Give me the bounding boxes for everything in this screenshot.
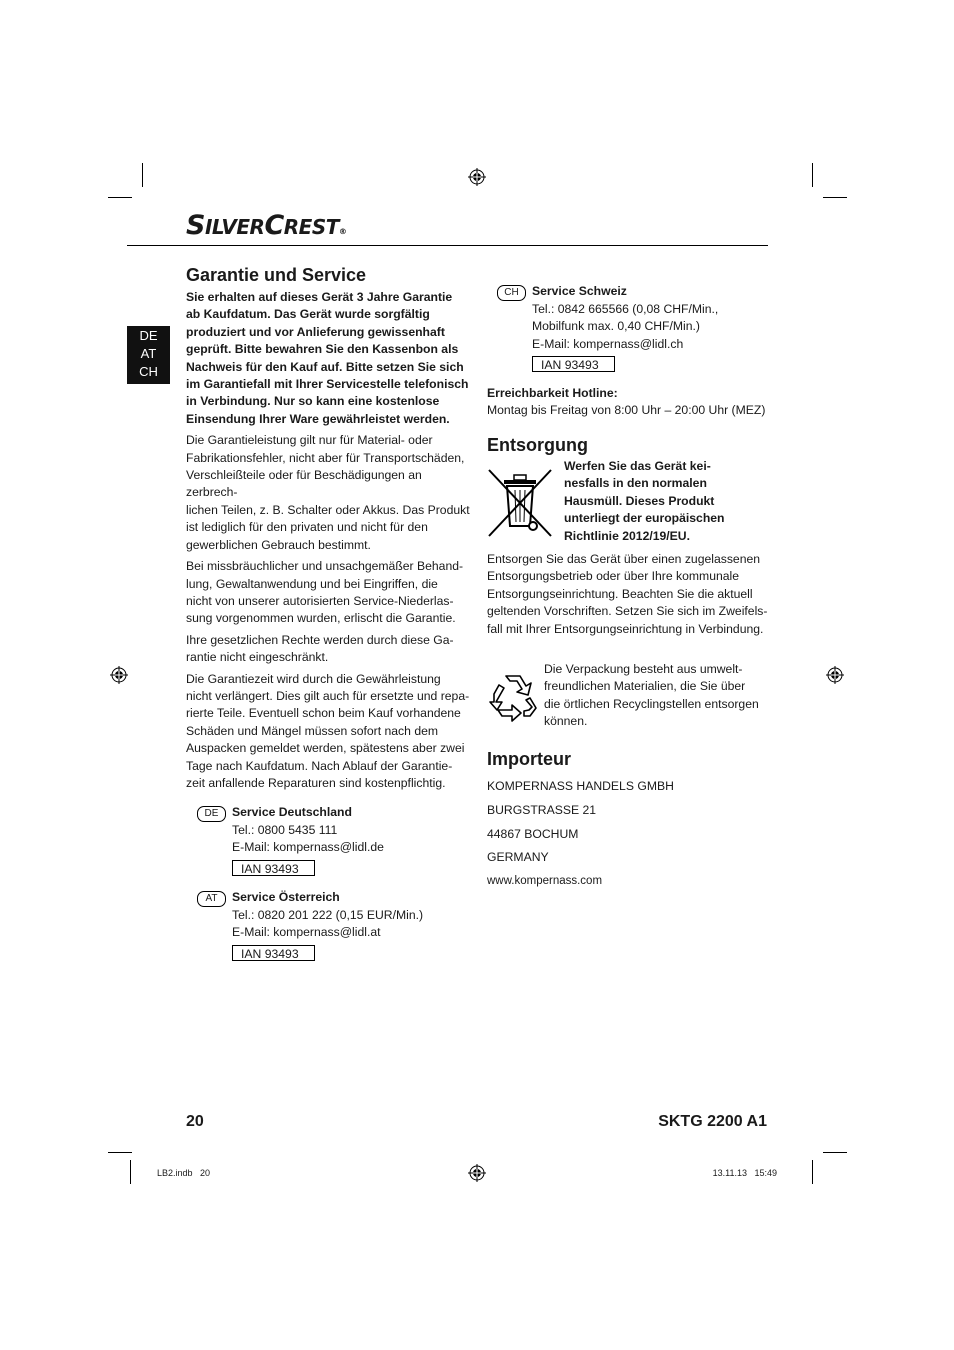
guarantee-paragraph: Bei missbräuchlicher und unsachgemäßer Behand- lung, Gewaltanwendung und bei Eingriffen, die nicht von unserer autorisierten Service-Niederlas- sung vorgenommen wurden, erlischt die Garantie. <box>186 559 464 626</box>
disposal-warning: Werfen Sie das Gerät kei- nesfalls in den normalen Hausmüll. Dieses Produkt unterliegt der europäischen Richtlinie 2012/19/EU. <box>564 459 725 543</box>
guarantee-paragraph: Die Garantieleistung gilt nur für Material- oder Fabrikationsfehler, nicht aber für Transportschäden, Verschleißteile oder für Beschädigungen an zerbrech- lichen Teilen, z. B. Schalter oder Akkus. Das Produkt ist lediglich für den privaten und nicht für den gewerblichen Gebrauch bestimmt. <box>186 433 470 552</box>
brand-logo: SILVERCREST® <box>186 210 347 241</box>
section-title-importer: Importeur <box>487 749 572 769</box>
importer-address: KOMPERNASS HANDELS GMBH BURGSTRASSE 21 44867 BOCHUM GERMANY www.kompernass.com <box>487 775 674 894</box>
service-ch: Service Schweiz Tel.: 0842 665566 (0,08 CHF/Min., Mobilfunk max. 0,40 CHF/Min.) E-Mail: kompernass@lidl.ch <box>532 284 719 351</box>
importer-website: www.kompernass.com <box>487 875 603 888</box>
header-rule <box>127 245 768 246</box>
flag-ch-badge: CH <box>497 285 526 301</box>
ian-box: IAN 93493 <box>232 860 315 876</box>
hotline-info: Erreichbarkeit Hotline: Montag bis Freitag von 8:00 Uhr – 20:00 Uhr (MEZ) <box>487 386 766 418</box>
service-at: Service Österreich Tel.: 0820 201 222 (0,15 EUR/Min.) E-Mail: kompernass@lidl.at <box>232 890 424 940</box>
lang-ch: CH <box>139 364 158 379</box>
section-title-disposal: Entsorgung <box>487 435 588 455</box>
guarantee-intro: Sie erhalten auf dieses Gerät 3 Jahre Garantie ab Kaufdatum. Das Gerät wurde sorgfältig produziert und vor Anlieferung gewissenhaft geprüft. Bitte bewahren Sie den Kassenbon als Nachweis für den Kauf auf. Bitte setzen Sie sich im Garantiefall mit Ihrer Servicestelle telefonisch in Verbindung. Nur so kann eine kostenlose Einsendung Ihrer Ware gewährleistet werden. <box>186 290 469 426</box>
crop-mark <box>823 1152 847 1153</box>
section-title-guarantee: Garantie und Service <box>186 265 367 285</box>
print-date: 13.11.13 15:49 <box>712 1168 777 1178</box>
page-number: 20 <box>186 1113 204 1130</box>
crop-mark <box>108 1152 132 1153</box>
crop-mark <box>812 1160 813 1184</box>
flag-at-badge: AT <box>197 891 226 907</box>
ian-box: IAN 93493 <box>232 945 315 961</box>
ian-box: IAN 93493 <box>532 356 615 372</box>
flag-de-badge: DE <box>197 806 226 822</box>
registration-mark-icon <box>826 666 844 684</box>
crossed-bin-icon <box>487 468 553 538</box>
disposal-text: Entsorgen Sie das Gerät über einen zugelassenen Entsorgungsbetrieb oder über Ihre kommunale Entsorgungseinrichtung. Beachten Sie die aktuell geltenden Vorschriften. Setzen Sie sich im Zweifels- fall mit Ihrer Entsorgungseinrichtung in Verbindung. <box>487 552 768 636</box>
model-number: SKTG 2200 A1 <box>658 1113 767 1130</box>
crop-mark <box>130 1160 131 1184</box>
language-tab <box>127 326 170 384</box>
crop-mark <box>142 163 143 187</box>
guarantee-paragraph: Ihre gesetzlichen Rechte werden durch diese Ga- rantie nicht eingeschränkt. <box>186 632 454 665</box>
recycling-icon <box>486 670 540 724</box>
service-de: Service Deutschland Tel.: 0800 5435 111 E-Mail: kompernass@lidl.de <box>232 805 384 855</box>
crop-mark <box>108 197 132 198</box>
crop-mark <box>812 163 813 187</box>
guarantee-section <box>186 264 476 792</box>
registration-mark-icon <box>468 1164 486 1182</box>
file-info: LB2.indb 20 <box>157 1168 211 1178</box>
crop-mark <box>823 197 847 198</box>
registration-mark-icon <box>110 666 128 684</box>
guarantee-paragraph: Die Garantiezeit wird durch die Gewährleistung nicht verlängert. Dies gilt auch für ersetzte und repa- rierte Teile. Eventuell schon beim Kauf vorhandene Schäden und Mängel müssen sofort nach dem Auspacken gemeldet werden, spätestens aber zwei Tage nach Kaufdatum. Nach Ablauf der Garantie- zeit anfallende Reparaturen sind kostenpflichtig. <box>186 671 470 790</box>
lang-at: AT <box>140 346 157 361</box>
registration-mark-icon <box>468 168 486 186</box>
lang-de: DE <box>139 328 158 343</box>
packaging-text: Die Verpackung besteht aus umwelt- freundlichen Materialien, die Sie über die örtlichen Recyclingstellen entsorgen können. <box>544 662 759 729</box>
